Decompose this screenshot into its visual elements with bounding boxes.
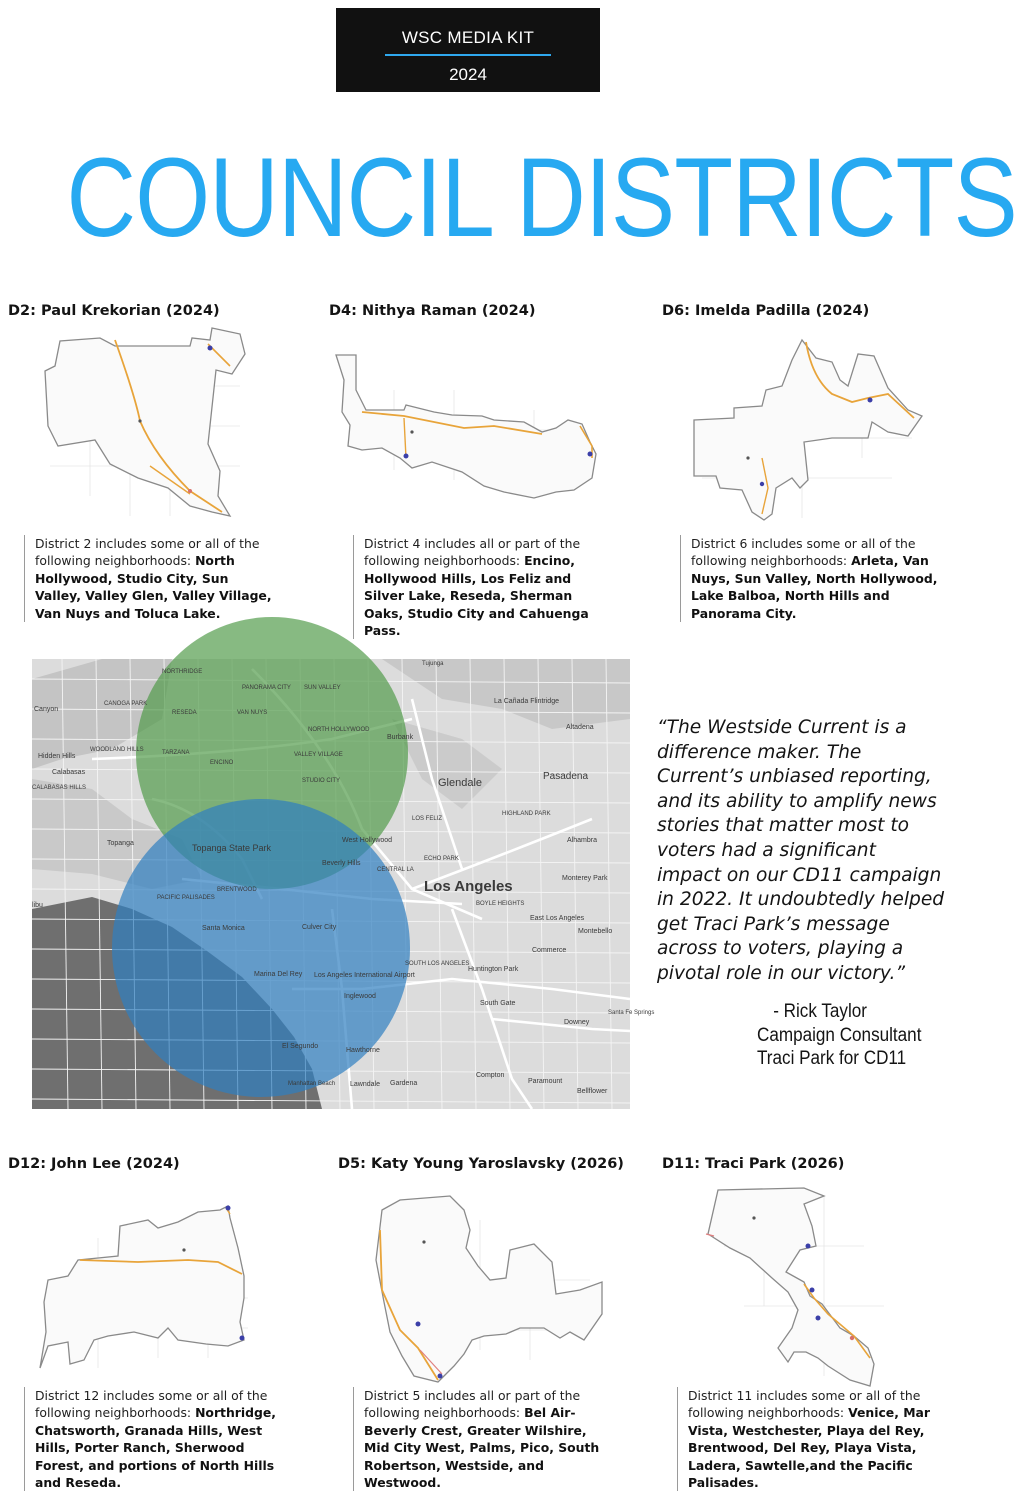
district-5-neighborhoods: Bel Air-Beverly Crest, Greater Wilshire, Mid City West, Palms, Pico, South Robertson, Westside, and Westwood.: [364, 1405, 600, 1491]
map-place-label: Huntington Park: [468, 966, 519, 973]
map-place-label: ECHO PARK: [424, 856, 459, 862]
map-place-label: ENCINO: [210, 760, 234, 766]
map-place-label: Inglewood: [344, 993, 376, 1000]
quote-line: pivotal role in our victory.”: [657, 962, 906, 984]
district-4-title: D4: Nithya Raman (2024): [329, 303, 536, 319]
map-place-label: BOYLE HEIGHTS: [476, 901, 525, 907]
quote-line: “The Westside Current is a: [657, 717, 907, 738]
map-place-label: HIGHLAND PARK: [502, 811, 551, 817]
media-kit-year: 2024: [449, 65, 487, 84]
media-kit-badge: [336, 8, 600, 92]
testimonial-role: Campaign Consultant: [757, 1024, 922, 1046]
district-12-title: D12: John Lee (2024): [8, 1156, 180, 1172]
quote-line: get Traci Park’s message: [657, 913, 890, 935]
quote-line: Current’s unbiased reporting,: [657, 766, 932, 788]
map-place-label: West Hollywood: [342, 837, 393, 844]
district-12-neighborhoods: Northridge, Chatsworth, Granada Hills, West Hills, Porter Ranch, Sherwood Forest, and portions of North Hills and Reseda.: [35, 1405, 277, 1491]
map-place-label: Hawthorne: [346, 1047, 380, 1054]
district-4-neighborhoods: Encino, Hollywood Hills, Los Feliz and Silver Lake, Reseda, Sherman Oaks, Studio City and Cahuenga Pass.: [364, 553, 589, 639]
quote-line: difference maker. The: [657, 741, 862, 763]
map-place-label: CANOGA PARK: [104, 701, 148, 707]
district-11-title: D11: Traci Park (2026): [662, 1156, 845, 1172]
map-place-label: La Cañada Flintridge: [494, 698, 559, 705]
map-place-label: VALLEY VILLAGE: [294, 752, 343, 758]
map-place-label: Lawndale: [350, 1081, 380, 1088]
testimonial-attribution: [757, 1000, 921, 1071]
map-place-label: TARZANA: [162, 750, 190, 756]
district-12-intro: District 12 includes some or all of the following neighborhoods:: [35, 1388, 268, 1421]
map-place-label: Hidden Hills: [38, 753, 76, 760]
testimonial-author: - Rick Taylor: [773, 1001, 867, 1022]
district-5-map: [370, 1190, 604, 1386]
map-place-label: Monterey Park: [562, 875, 608, 882]
map-place-label: Paramount: [528, 1078, 563, 1085]
quote-line: impact on our CD11 campaign: [657, 864, 942, 886]
map-place-label: Commerce: [532, 947, 567, 954]
district-5-title: D5: Katy Young Yaroslavsky (2026): [338, 1156, 624, 1172]
district-6-intro: District 6 includes some or all of the following neighborhoods:: [691, 536, 916, 569]
district-11-description: [677, 1387, 945, 1491]
map-place-label: STUDIO CITY: [302, 778, 341, 784]
district-4-map: [334, 350, 602, 502]
map-place-label: BRENTWOOD: [217, 887, 257, 893]
district-6-neighborhoods: Arleta, Van Nuys, Sun Valley, North Hollywood, Lake Balboa, North Hills and Panorama City.: [691, 553, 938, 621]
map-place-label: Beverly Hills: [322, 860, 361, 867]
district-4-description: [353, 535, 615, 639]
map-place-label: Bellflower: [577, 1088, 608, 1095]
quote-line: stories that matter most to: [657, 815, 909, 837]
quote-line: voters had a significant: [657, 839, 876, 861]
quote-line: across to voters, playing a: [657, 938, 904, 960]
map-place-label: Alhambra: [567, 837, 597, 844]
quote-line: in 2022. It undoubtedly helped: [657, 889, 945, 911]
map-place-label: libu: [32, 902, 43, 909]
district-12-map: [38, 1198, 252, 1376]
map-place-label: LOS FELIZ: [412, 816, 443, 822]
district-6-map: [692, 338, 924, 522]
media-kit-label: WSC MEDIA KIT: [401, 28, 535, 47]
map-place-label: NORTHRIDGE: [162, 669, 203, 675]
map-place-label: Los Angeles International Airport: [314, 972, 415, 979]
map-place-label: Altadena: [566, 724, 594, 731]
map-place-label: Marina Del Rey: [254, 971, 303, 978]
map-place-label: CALABASAS HILLS: [32, 785, 87, 791]
map-place-label: WOODLAND HILLS: [90, 747, 144, 753]
map-place-label: Montebello: [578, 928, 613, 935]
district-11-intro: District 11 includes some or all of the following neighborhoods:: [688, 1388, 921, 1421]
district-4-intro: District 4 includes all or part of the following neighborhoods:: [364, 536, 581, 569]
district-2-neighborhoods: North Hollywood, Studio City, Sun Valley, Valley Glen, Valley Village, Van Nuys and Toluca Lake.: [35, 553, 272, 621]
map-place-label: East Los Angeles: [530, 915, 585, 922]
map-place-label: El Segundo: [282, 1043, 319, 1050]
district-5-description: [353, 1387, 615, 1491]
map-place-label: Gardena: [390, 1080, 418, 1087]
map-place-label: Topanga State Park: [192, 843, 272, 853]
page-title: COUNCIL DISTRICTS: [66, 135, 1017, 260]
map-place-label: CENTRAL LA: [377, 867, 414, 873]
map-place-label: Glendale: [438, 777, 483, 789]
badge-divider: [385, 54, 551, 56]
map-place-label: Santa Monica: [202, 925, 245, 932]
district-5-intro: District 5 includes all or part of the following neighborhoods:: [364, 1388, 581, 1421]
map-place-label: Santa Fe Springs: [608, 1010, 655, 1016]
map-place-label: Manhattan Beach: [288, 1081, 336, 1087]
map-place-label: Tujunga: [422, 661, 444, 667]
map-place-label: PACIFIC PALISADES: [157, 895, 215, 901]
district-2-map: [40, 326, 250, 522]
district-6-description: [680, 535, 942, 622]
map-place-label: PANORAMA CITY: [242, 685, 291, 691]
district-11-map: [704, 1186, 904, 1386]
map-place-label: VAN NUYS: [237, 710, 268, 716]
map-place-label: Pasadena: [543, 771, 589, 782]
map-place-label: RESEDA: [172, 710, 197, 716]
district-2-description: [24, 535, 274, 622]
coverage-map: [32, 659, 655, 1109]
map-place-label: SOUTH LOS ANGELES: [405, 961, 470, 967]
map-place-label: Los Angeles: [424, 878, 513, 895]
testimonial-quote: [657, 716, 957, 987]
map-place-label: Compton: [476, 1072, 505, 1079]
map-place-label: SUN VALLEY: [304, 685, 341, 691]
map-place-label: Downey: [564, 1019, 590, 1026]
district-12-description: [24, 1387, 284, 1491]
map-place-label: Burbank: [387, 734, 414, 741]
testimonial-campaign: Traci Park for CD11: [757, 1048, 907, 1069]
map-place-label: South Gate: [480, 1000, 516, 1007]
district-2-intro: District 2 includes some or all of the following neighborhoods:: [35, 536, 260, 569]
map-place-label: Culver City: [302, 924, 337, 931]
map-place-label: NORTH HOLLYWOOD: [308, 727, 370, 733]
district-11-neighborhoods: Venice, Mar Vista, Westchester, Playa del Rey, Brentwood, Del Rey, Playa Vista, Ladera, Sawtelle,and the Pacific Palisades.: [688, 1405, 931, 1491]
district-6-title: D6: Imelda Padilla (2024): [662, 303, 870, 319]
district-2-title: D2: Paul Krekorian (2024): [8, 303, 220, 319]
map-place-label: Canyon: [34, 706, 59, 713]
map-place-label: Topanga: [107, 840, 134, 847]
map-place-label: Calabasas: [52, 769, 86, 776]
quote-line: and its ability to amplify news: [657, 790, 937, 812]
